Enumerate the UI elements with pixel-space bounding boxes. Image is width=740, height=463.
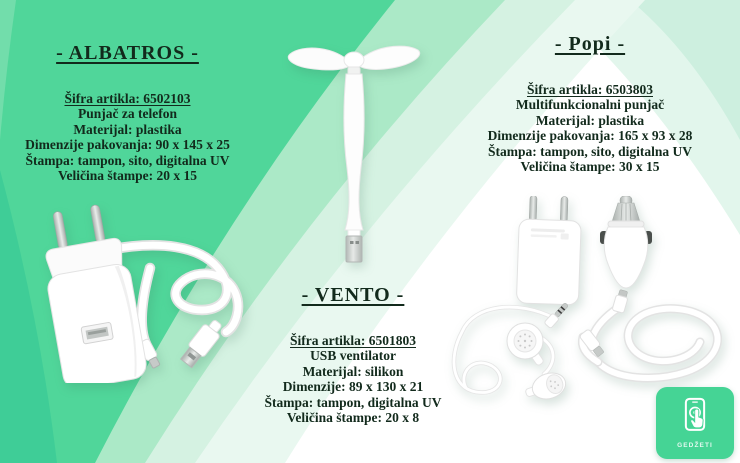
cable-micro-usb [612,289,630,313]
popi-car-charger [600,196,652,288]
albatros-line: Materijal: plastika [73,121,182,137]
smartphone-touch-icon [679,397,711,439]
albatros-line: Dimenzije pakovanja: 90 x 145 x 25 [25,137,230,153]
popi-earphones [454,301,570,405]
albatros-line: Punjač za telefon [78,106,177,122]
popi-line: Štampa: tampon, sito, digitalna UV [487,143,693,159]
fan-stem [344,67,364,230]
popi-usb-cable [579,289,718,378]
fan-blades [288,46,419,70]
popi-line: Materijal: plastika [535,112,645,128]
vento-line: Dimenzije: 89 x 130 x 21 [282,379,424,395]
albatros-line: Veličina štampe: 20 x 15 [58,168,197,184]
badge-label: GEDŽETI [677,442,713,449]
popi-title: - Popi - [554,33,626,55]
albatros-info-block [10,42,245,183]
wall-charger [35,201,149,383]
popi-line: Veličina štampe: 30 x 15 [520,159,660,175]
albatros-line: Štampa: tampon, sito, digitalna UV [25,152,230,168]
popi-line: Multifunkcionalni punjač [515,97,665,113]
earbud-side [522,369,569,405]
vento-line: USB ventilator [310,348,396,364]
fan-usb-connector [346,230,362,262]
usb-a-connector [178,316,226,369]
popi-info-block [466,33,714,174]
wall-charger-with-cable-image [30,198,255,383]
vento-title: - VENTO - [301,284,405,306]
popi-article-code: Šifra artikla: 6503803 [527,82,653,97]
vento-line: Veličina štampe: 20 x 8 [286,410,420,426]
earbud-front [507,323,544,366]
vento-info-block [238,284,468,425]
popi-wall-charger [516,196,582,305]
usb-fan-image [284,44,424,268]
vento-line: Štampa: tampon, digitalna UV [264,394,442,410]
gadgets-category-badge[interactable] [656,387,734,459]
vento-article-code: Šifra artikla: 6501803 [290,333,416,348]
popi-line: Dimenzije pakovanja: 165 x 93 x 28 [487,128,693,144]
albatros-title: - ALBATROS - [56,42,199,64]
vento-line: Materijal: silikon [302,363,404,379]
albatros-article-code: Šifra artikla: 6502103 [64,91,191,106]
